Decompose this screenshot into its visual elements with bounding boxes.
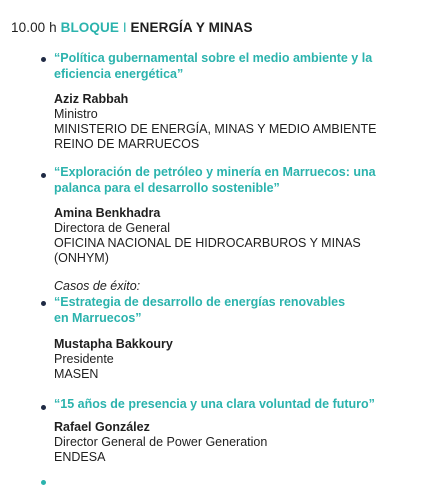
bullet-icon [41, 405, 46, 410]
agenda-item [54, 279, 434, 382]
talk-title: “Exploración de petróleo y minería en Marruecos: una palanca para el desarrollo sostenible” [54, 165, 376, 195]
talk-title: “Estrategia de desarrollo de energías renovables en Marruecos” [54, 295, 346, 325]
speaker-organization: MASEN [54, 367, 99, 381]
session-separator: I [122, 20, 127, 35]
success-cases-label: Casos de éxito: [54, 279, 141, 293]
talk-title: “Política gubernamental sobre el medio ambiente y la eficiencia energética” [54, 51, 373, 81]
talk-title: “15 años de presencia y una clara voluntad de futuro” [54, 397, 375, 411]
session-header [11, 20, 253, 35]
speaker-country: REINO DE MARRUECOS [54, 137, 200, 151]
bullet-icon [41, 301, 46, 306]
session-topic: ENERGÍA Y MINAS [130, 20, 253, 35]
speaker-organization: ENDESA [54, 450, 106, 464]
speaker-organization-acronym: (ONHYM) [54, 251, 109, 265]
speaker-organization: OFICINA NACIONAL DE HIDROCARBUROS Y MINAS [54, 236, 361, 250]
speaker-name: Mustapha Bakkoury [54, 337, 173, 351]
speaker-name: Aziz Rabbah [54, 92, 129, 106]
next-item-bullet-icon [41, 480, 46, 485]
speaker-role: Ministro [54, 107, 98, 121]
bullet-icon [41, 173, 46, 178]
speaker-organization: MINISTERIO DE ENERGÍA, MINAS Y MEDIO AMBIENTE [54, 122, 377, 136]
bullet-icon [41, 57, 46, 62]
session-time: 10.00 h [11, 20, 57, 35]
speaker-name: Rafael González [54, 420, 150, 434]
agenda-item [54, 50, 434, 152]
agenda-item [54, 396, 434, 465]
agenda-item [54, 164, 434, 266]
speaker-name: Amina Benkhadra [54, 206, 161, 220]
session-block-label: BLOQUE [60, 20, 119, 35]
speaker-role: Directora de General [54, 221, 171, 235]
speaker-role: Director General de Power Generation [54, 435, 268, 449]
speaker-role: Presidente [54, 352, 114, 366]
